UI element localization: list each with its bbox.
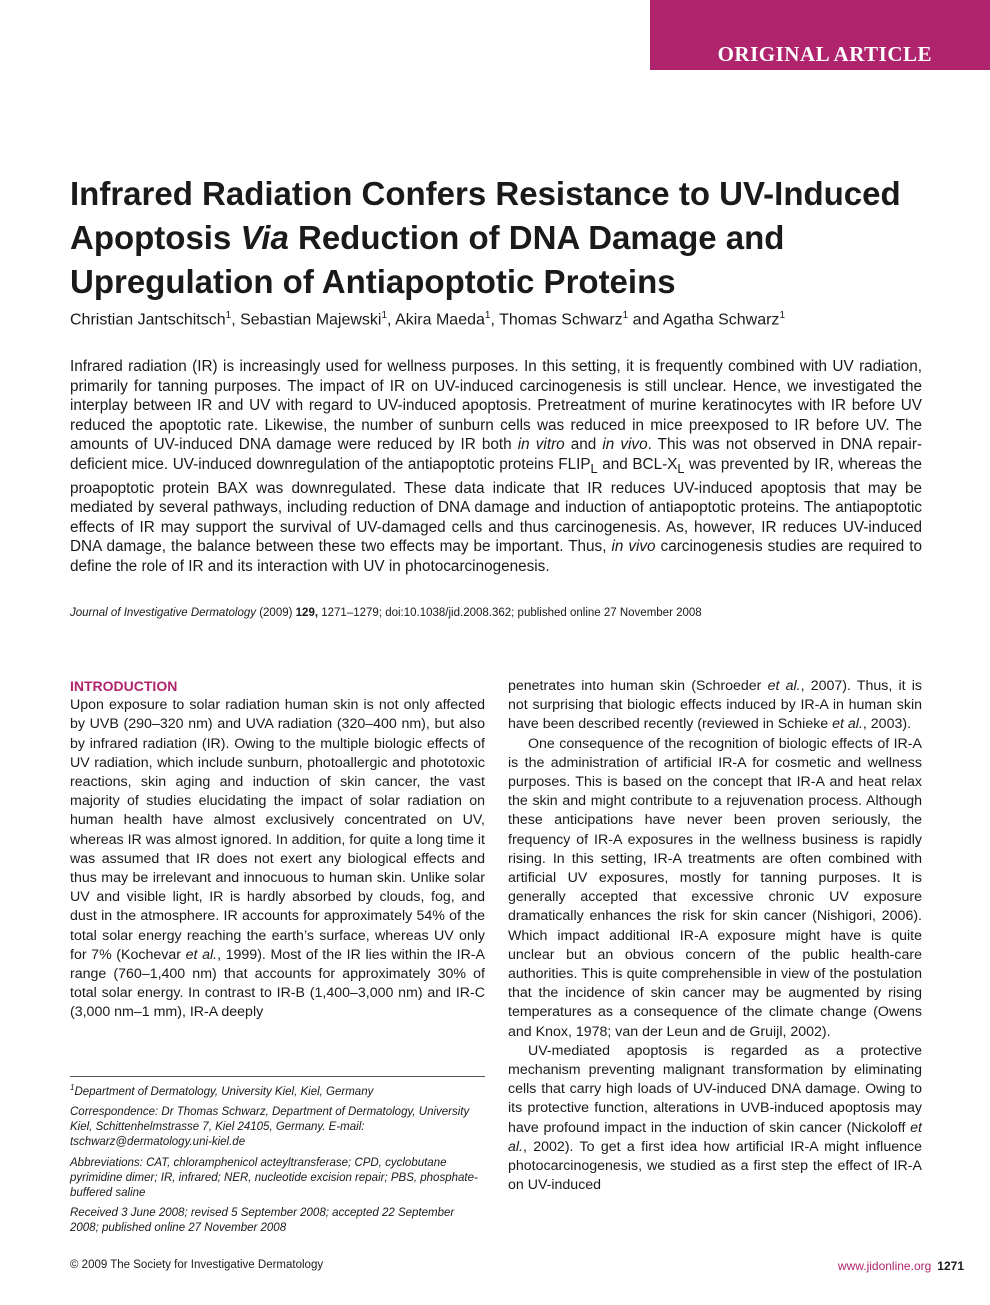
author-name: Agatha Schwarz bbox=[662, 311, 780, 329]
footnotes bbox=[70, 1080, 485, 1242]
body-paragraph: UV-mediated apoptosis is regarded as a protective mechanism preventing malignant transformation by eliminating cells that carry high loads of UV-induced DNA damage. Owing to its protective function, alterations in UVB-induced apoptosis may have profound impact in the induction of skin cancer (Nickoloff et al., 2002). To get a first idea how artificial IR-A might influence photocarcinogenesis, we studied as a first step the effect of IR-A on UV-induced bbox=[508, 1042, 922, 1194]
journal-name: Journal of Investigative Dermatology bbox=[70, 607, 257, 619]
page-number: 1271 bbox=[937, 1259, 964, 1273]
body-paragraph: penetrates into human skin (Schroeder et al., 2007). Thus, it is not surprising that biologic effects induced by IR-A in human skin have been described recently (reviewed in Schieke et al., 2003). bbox=[508, 678, 922, 733]
footnote-correspondence: Correspondence: Dr Thomas Schwarz, Department of Dermatology, University Kiel, Schittenhelmstrasse 7, Kiel 24105, Germany. E-mail: tschwarz@dermatology.uni-kiel.de bbox=[70, 1106, 470, 1149]
footnote-dates: Received 3 June 2008; revised 5 September 2008; accepted 22 September 2008; published online 27 November 2008 bbox=[70, 1207, 455, 1235]
author-name: Thomas Schwarz bbox=[499, 311, 623, 329]
author-name: Akira Maeda bbox=[395, 311, 485, 329]
citation-line: Journal of Investigative Dermatology (2009) 129, 1271–1279; doi:10.1038/jid.2008.362; published online 27 November 2008 bbox=[70, 607, 702, 619]
author-affiliation: 1 bbox=[484, 310, 491, 321]
article-type-tab bbox=[650, 0, 990, 70]
left-column bbox=[70, 677, 485, 1023]
footer-copyright: © 2009 The Society for Investigative Dermatology bbox=[70, 1259, 324, 1271]
abstract: Infrared radiation (IR) is increasingly used for wellness purposes. In this setting, it is frequently combined with UV radiation, primarily for tanning purposes. The impact of IR on UV-induced carcinogenesis is still unclear. Hence, we investigated the interplay between IR and UV with regard to UV-induced apoptosis. Pretreatment of murine keratinocytes with IR before UV reduced the apoptotic rate. Likewise, the number of sunburn cells was reduced in mice preexposed to IR before UV. The amounts of UV-induced DNA damage were reduced by IR both in vitro and in vivo. This was not observed in DNA repair-deficient mice. UV-induced downregulation of the antiapoptotic proteins $FLIP_L$ and BCL-$X_L$ was prevented by IR, whereas the proapoptotic protein BAX was downregulated. These data indicate that IR reduces UV-induced apoptosis that may be mediated by several pathways, including reduction of DNA damage and induction of antiapoptotic proteins. The antiapoptotic effects of IR may support the survival of UV-damaged cells and thus carcinogenesis. As, however, IR reduces UV-induced DNA damage, the balance between these two effects may be important. Thus, in vivo carcinogenesis studies are required to define the role of IR and its interaction with UV in photocarcinogenesis. bbox=[70, 358, 923, 575]
article-title: Infrared Radiation Confers Resistance to UV-Induced Apoptosis Via Reduction of DNA Damage and Upregulation of Antiapoptotic Proteins bbox=[70, 175, 901, 300]
author-list: Christian Jantschitsch$^1$, Sebastian Majewski$^1$, Akira Maeda$^1$, Thomas Schwarz$^1$ and Agatha Schwarz$^1$ bbox=[70, 310, 785, 329]
author-affiliation: 1 bbox=[779, 310, 785, 321]
footnote-divider bbox=[70, 1076, 485, 1077]
author-affiliation: 1 bbox=[225, 310, 232, 321]
footer-right bbox=[838, 1259, 964, 1273]
author-name: Christian Jantschitsch bbox=[70, 311, 226, 329]
author-name: Sebastian Majewski bbox=[240, 311, 382, 329]
author-affiliation: 1 bbox=[622, 310, 629, 321]
volume-number: 129, bbox=[295, 607, 319, 619]
section-heading-introduction: INTRODUCTION bbox=[70, 678, 178, 694]
author-affiliation: 1 bbox=[381, 310, 388, 321]
article-type-label: ORIGINAL ARTICLE bbox=[717, 42, 932, 66]
footnote-abbreviations: Abbreviations: CAT, chloramphenicol acteyltransferase; CPD, cyclobutane pyrimidine dimer; IR, infrared; NER, nucleotide excision repair; PBS, phosphate-buffered saline bbox=[70, 1156, 478, 1200]
body-paragraph: One consequence of the recognition of biologic effects of IR-A is the administration of artificial IR-A for cosmetic and wellness purposes. This is based on the concept that IR-A and heat relax the skin and might contribute to a rejuvenation process. Although these anticipations have never been proven seriously, the frequency of IR-A exposures in the wellness business is rapidly rising. In this setting, IR-A treatments are often combined with artificial UV exposures, mostly for tanning purposes. It is generally accepted that excessive chronic UV exposure dramatically enhances the risk for skin cancer (Nishigori, 2006). Which impact additional IR-A exposure might have is quite unclear but an obvious concern of the public health-care authorities. This is quite comprehensible in view of the postulation that the incidence of skin cancer may be augmented by rising temperatures as a consequence of the climate change (Owens and Knox, 1978; van der Leun and de Gruijl, 2002). bbox=[508, 735, 922, 1040]
footnote-affiliation: $^1$Department of Dermatology, University Kiel, Kiel, Germany bbox=[70, 1083, 374, 1098]
journal-url-link[interactable]: www.jidonline.org bbox=[837, 1259, 932, 1273]
body-paragraph: Upon exposure to solar radiation human skin is not only affected by UVB (290–320 nm) and UVA radiation (320–400 nm), but also by infrared radiation (IR). Owing to the multiple biologic effects of UV radiation, which include sunburn, photoallergic and phototoxic reactions, skin aging and induction of skin cancer, the vast majority of studies elucidating the impact of solar radiation on human health have almost exclusively concentrated on UV, whereas IR was almost ignored. In addition, for quite a long time it was assumed that IR does not exert any biological effects and thus may be irrelevant and innocuous to human skin. Unlike solar UV and visible light, IR is hardly absorbed by clouds, fog, and dust in the atmosphere. IR accounts for approximately 54% of the total solar energy reaching the earth’s surface, whereas UV only for 7% (Kochevar et al., 1999). Most of the IR lies within the IR-A range (760–1,400 nm) that accounts for approximately 30% of total solar energy. In contrast to IR-B (1,400–3,000 nm) and IR-C (3,000 nm–1 mm), IR-A deeply bbox=[70, 697, 485, 1021]
right-column bbox=[508, 677, 922, 1195]
